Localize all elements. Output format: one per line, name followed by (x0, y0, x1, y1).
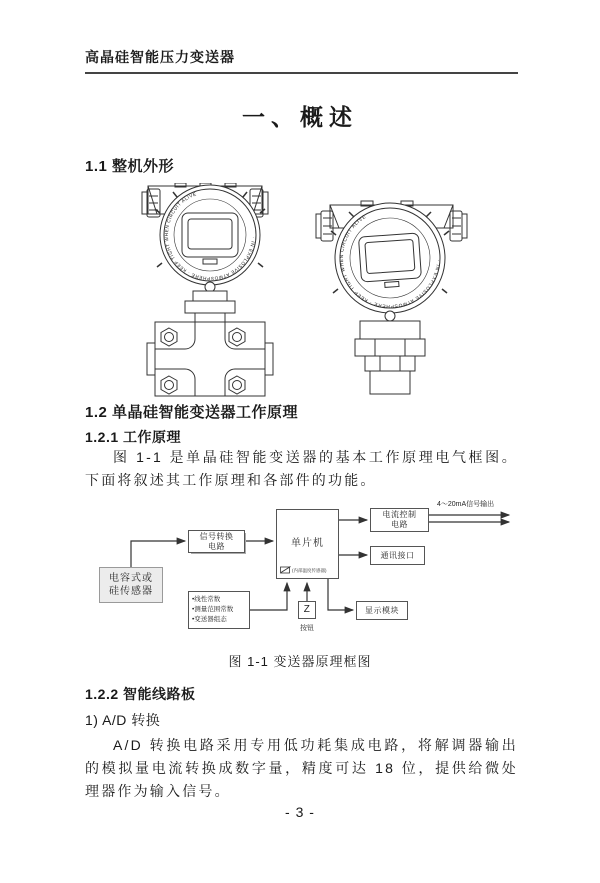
explosion-proof-ring-text-right: · IN EXPLOSIVE ATMOSPHERE · KEEP TIGHT WHEN CIRCUIT ALIVE (339, 214, 440, 309)
transmitter-drawing-left (105, 183, 305, 398)
section-1-2-2-heading: 1.2.2 智能线路板 (85, 686, 196, 702)
page-number: - 3 - (285, 804, 315, 820)
section-1-2-2-paragraph: A/D 转换电路采用专用低功耗集成电路，将解调器输出的模拟量电流转换成数字量，精度可达 18 位，提供给微处理器作为输入信号。 (85, 737, 518, 799)
mcu-box: 单片机 (内部温度传感器) (276, 509, 339, 579)
figure-caption: 图 1-1 变送器原理框图 (228, 654, 372, 669)
signal-converter-box: 信号转换 电路 (188, 530, 245, 553)
page-title: 一、概述 (242, 104, 358, 130)
transmitter-drawing-right (313, 197, 473, 397)
temp-sensor-icon (280, 566, 291, 574)
section-1-2-1-heading: 1.2.1 工作原理 (85, 429, 182, 445)
internal-temp-sensor-note: (内部温度传感器) (280, 566, 330, 574)
display-module-box: 显示模块 (356, 601, 408, 620)
current-control-box: 电流控制 电路 (370, 508, 429, 532)
ad-conversion-item: 1) A/D 转换 (85, 712, 161, 728)
zero-button-box: Z (298, 601, 316, 619)
section-1-2-1-paragraph: 图 1-1 是单晶硅智能变送器的基本工作原理电气框图。下面将叙述其工作原理和各部件的功能。 (85, 449, 518, 488)
figure-1-1-block-diagram (85, 495, 530, 657)
config-list-box: •线性常数 •测量范围常数 •变送器组态 (188, 591, 250, 629)
comm-interface-box: 通讯接口 (370, 546, 425, 565)
output-signal-label: 4～20mA信号输出 (437, 501, 495, 508)
explosion-proof-ring-text-left: · IN EXPLOSIVE ATMOSPHERE · KEEP TIGHT WHEN CIRCUIT ALIVE (163, 191, 256, 282)
section-1-2-heading: 1.2 单晶硅智能变送器工作原理 (85, 404, 299, 421)
button-label: 按钮 (300, 625, 314, 632)
sensor-box: 电容式或 硅传感器 (99, 567, 163, 603)
section-1-1-heading: 1.1 整机外形 (85, 158, 175, 175)
document-header: 高晶硅智能压力变送器 (85, 47, 518, 74)
